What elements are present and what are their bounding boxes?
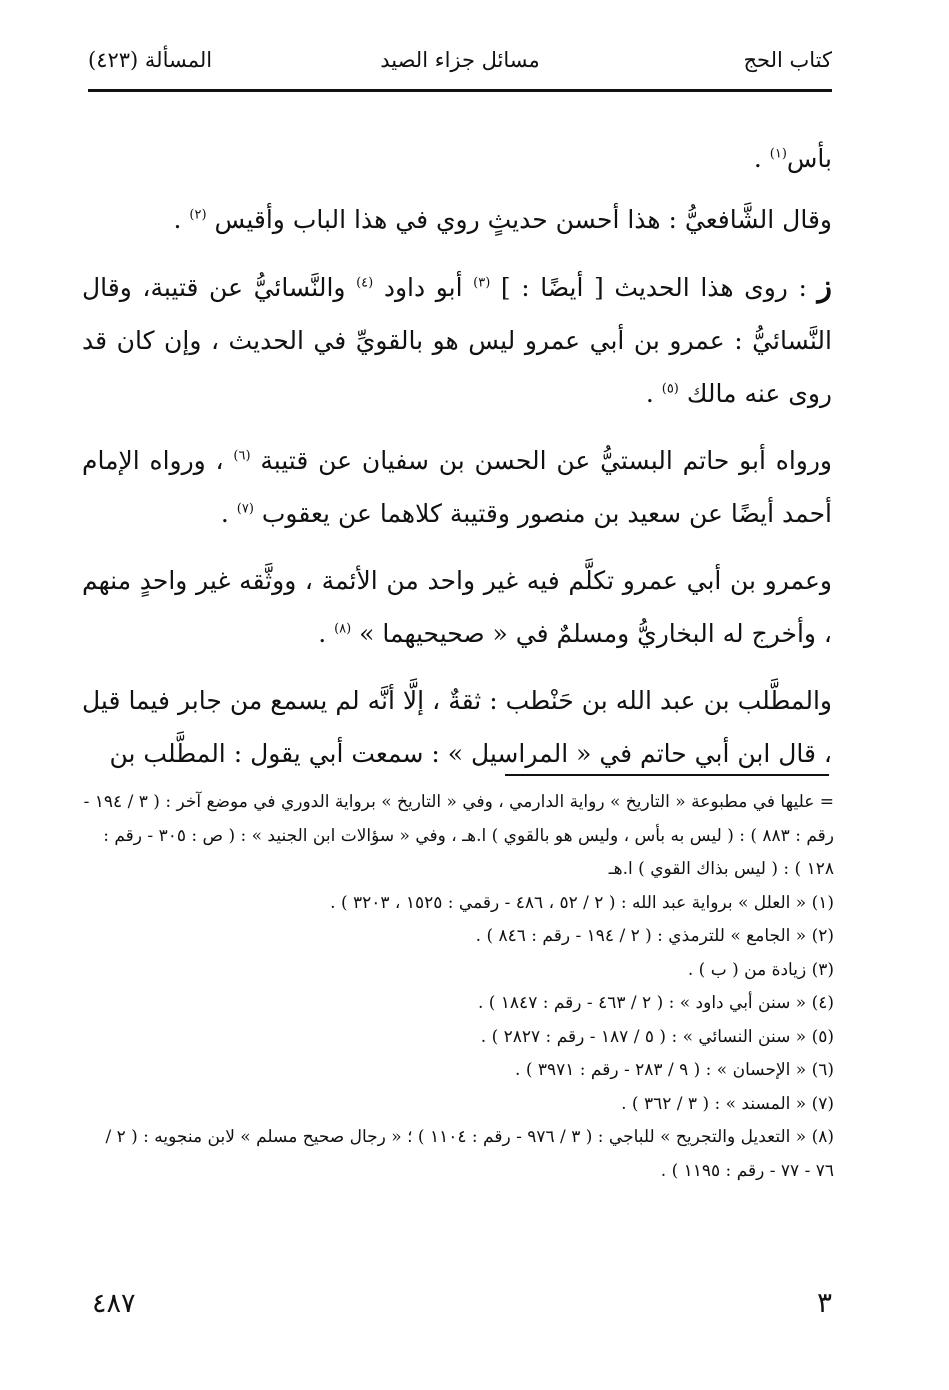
footnote: (١) « العلل » برواية عبد الله : ( ٢ / ٥٢ ، ٤٨٦ - رقمي : ١٥٢٥ ، ٣٢٠٣ ) . xyxy=(330,892,834,913)
page-number: ٤٨٧ xyxy=(92,1288,136,1319)
section-number: ٣ xyxy=(816,1286,832,1319)
footnote-ref: (٤) xyxy=(356,275,374,291)
footnote-ref: (٢) xyxy=(189,207,207,223)
footnote: = عليها في مطبوعة « التاريخ » رواية الدارمي ، وفي « التاريخ » برواية الدوري في موضع آخر : ( ٣ / ١٩٤ - رقم : ٨٨٣ ) : ( ليس به بأس ، وليس هو بالقوي ) ا.هـ ، وفي « سؤالات ابن الجنيد » : ( ص : ٣٠٥ - رقم : ١٢٨ ) : ( ليس بذاك القوي ) ا.هـ xyxy=(83,792,834,879)
footnote: (٥) « سنن النسائي » : ( ٥ / ١٨٧ - رقم : ٢٨٢٧ ) . xyxy=(480,1026,834,1047)
header-book-title: كتاب الحج xyxy=(743,48,832,72)
footnote: (٦) « الإحسان » : ( ٩ / ٢٨٣ - رقم : ٣٩٧١ ) . xyxy=(515,1060,834,1080)
footnote: (٢) « الجامع » للترمذي : ( ٢ / ١٩٤ - رقم : ٨٤٦ ) . xyxy=(475,926,834,946)
footnote-ref: (٧) xyxy=(236,501,254,517)
paragraph: والمطَّلب بن عبد الله بن حَنْطب : ثقةٌ ، إلَّا أنَّه لم يسمع من جابر فيما قيل ، قال ابن أبي حاتم في « المراسيل » : سمعت أبي يقول : المطَّلب بن xyxy=(82,686,832,768)
footnote: (٣) زيادة من ( ب ) . xyxy=(687,959,834,980)
footnote-divider xyxy=(505,774,829,776)
footnote-ref: (١) xyxy=(769,146,787,162)
footnote: (٧) « المسند » : ( ٣ / ٣٦٢ ) . xyxy=(621,1093,834,1114)
header-divider xyxy=(88,89,832,92)
paragraph: وقال الشَّافعيُّ : هذا أحسن حديثٍ روي في هذا الباب وأقيس $^{(٢)}$ . xyxy=(173,205,832,234)
main-text xyxy=(82,132,832,794)
header-chapter-title: مسائل جزاء الصيد xyxy=(380,48,540,72)
footnotes xyxy=(82,786,834,1188)
paragraph: بأس$^{(١)}$ . xyxy=(753,144,832,173)
footnote-ref: (٨) xyxy=(334,621,352,637)
header-issue-number: المسألة (٤٢٣) xyxy=(88,48,213,72)
paragraph: ورواه أبو حاتم البستيُّ عن الحسن بن سفيان عن قتيبة $^{(٦)}$ ، ورواه الإمام أحمد أيضًا عن سعيد بن منصور وقتيبة كلاهما عن يعقوب $^{(٧)}$ . xyxy=(82,446,832,528)
footnote: (٨) « التعديل والتجريح » للباجي : ( ٣ / ٩٧٦ - رقم : ١١٠٤ ) ؛ « رجال صحيح مسلم » لابن منجويه : ( ٢ / ٧٦ - ٧٧ - رقم : ١١٩٥ ) . xyxy=(105,1127,834,1181)
footnote-ref: (٣) xyxy=(473,275,491,291)
footnote-ref: (٥) xyxy=(661,381,679,397)
paragraph: ز : روى هذا الحديث [ أيضًا : ] $^{(٣)}$ أبو داود $^{(٤)}$ والنَّسائيُّ عن قتيبة، وقال النَّسائيُّ : عمرو بن أبي عمرو ليس هو بالقويِّ في الحديث ، وإن كان قد روى عنه مالك $^{(٥)}$ . xyxy=(82,269,832,408)
section-mark: ز xyxy=(817,269,832,304)
running-header xyxy=(88,40,832,86)
paragraph: وعمرو بن أبي عمرو تكلَّم فيه غير واحد من الأئمة ، ووثَّقه غير واحدٍ منهم ، وأخرج له البخاريُّ ومسلمٌ في « صحيحيهما » $^{(٨)}$ . xyxy=(82,566,832,648)
footnote: (٤) « سنن أبي داود » : ( ٢ / ٤٦٣ - رقم : ١٨٤٧ ) . xyxy=(477,993,834,1013)
footnote-ref: (٦) xyxy=(233,448,251,464)
